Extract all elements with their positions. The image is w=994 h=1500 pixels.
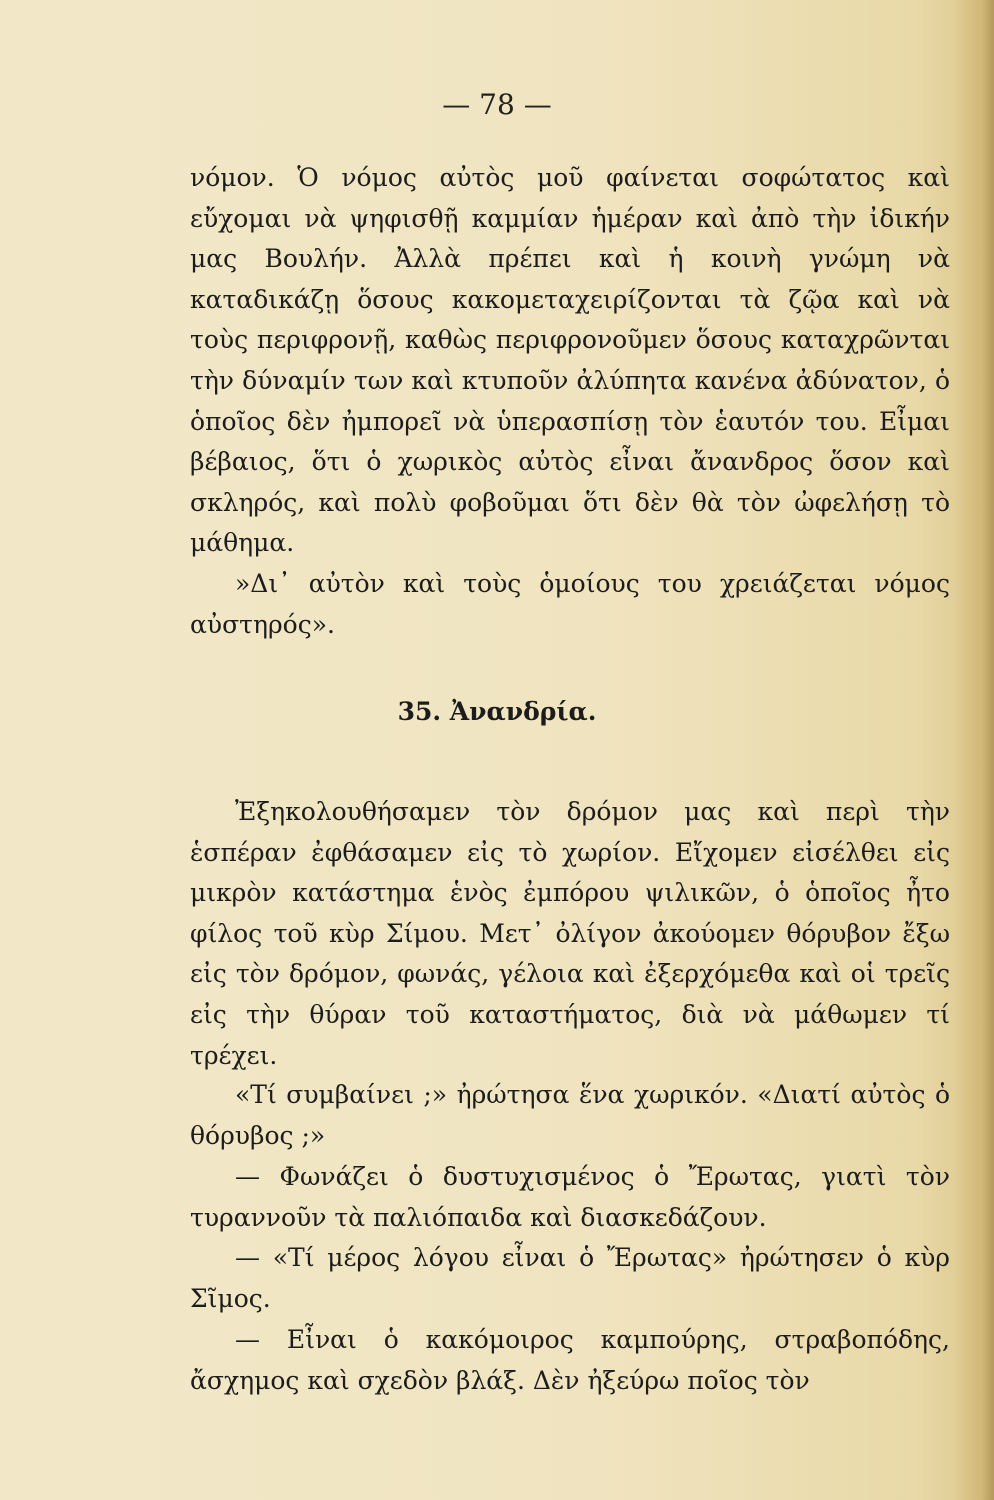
section-heading: 35. Ἀνανδρία. (397, 697, 597, 726)
page-edge-shading (954, 0, 994, 1500)
paragraph-4: «Τί συμβαίνει ;» ἠρώτησα ἕνα χωρικόν. «Διατί αὐτὸς ὁ θόρυβος ;» (190, 1080, 950, 1150)
paragraph-3: Ἐξηκολουθήσαμεν τὸν δρόμον μας καὶ περὶ τὴν ἑσπέραν ἐφθάσαμεν εἰς τὸ χωρίον. Εἴχομεν εἰσέλθει εἰς μικρὸν κατάστημα ἑνὸς ἐμπόρου ψιλικῶν, ὁ ὁποῖος ἦτο φίλος τοῦ κὺρ Σίμου. Μετ᾽ ὀλίγον ἀκούομεν θόρυβον ἔξω εἰς τὸν δρόμον, φωνάς, γέλοια καὶ ἐξερχόμεθα καὶ οἱ τρεῖς εἰς τὴν θύραν τοῦ καταστήματος, διὰ νὰ μάθωμεν τί τρέχει. (190, 797, 950, 1070)
paragraph-2: »Δι᾽ αὐτὸν καὶ τοὺς ὁμοίους του χρειάζεται νόμος αὐστηρός». (190, 569, 950, 639)
page-number: — 78 — (442, 88, 552, 121)
paragraph-7: — Εἶναι ὁ κακόμοιρος καμπούρης, στραβοπόδης, ἄσχημος καὶ σχεδὸν βλάξ. Δὲν ἠξεύρω ποῖος τὸν (190, 1325, 950, 1395)
paragraph-5: — Φωνάζει ὁ δυστυχισμένος ὁ Ἔρωτας, γιατὶ τὸν τυραννοῦν τὰ παλιόπαιδα καὶ διασκεδάζουν. (190, 1162, 950, 1232)
paragraph-6: — «Τί μέρος λόγου εἶναι ὁ Ἔρωτας» ἠρώτησεν ὁ κὺρ Σῖμος. (190, 1243, 950, 1313)
paragraph-1: νόμον. Ὁ νόμος αὐτὸς μοῦ φαίνεται σοφώτατος καὶ εὔχομαι νὰ ψηφισθῇ καμμίαν ἡμέραν καὶ ἀπὸ τὴν ἰδικήν μας Βουλήν. Ἀλλὰ πρέπει καὶ ἡ κοινὴ γνώμη νὰ καταδικάζῃ ὅσους κακομεταχειρίζονται τὰ ζῷα καὶ νὰ τοὺς περιφρονῇ, καθὼς περιφρονοῦμεν ὅσους καταχρῶνται τὴν δύναμίν των καὶ κτυποῦν ἀλύπητα κανένα ἀδύνατον, ὁ ὁποῖος δὲν ἠμπορεῖ νὰ ὑπερασπίσῃ τὸν ἑαυτόν του. Εἶμαι βέβαιος, ὅτι ὁ χωρικὸς αὐτὸς εἶναι ἄνανδρος ὅσον καὶ σκληρός, καὶ πολὺ φοβοῦμαι ὅτι δὲν θὰ τὸν ὠφελήσῃ τὸ μάθημα. (190, 163, 950, 558)
